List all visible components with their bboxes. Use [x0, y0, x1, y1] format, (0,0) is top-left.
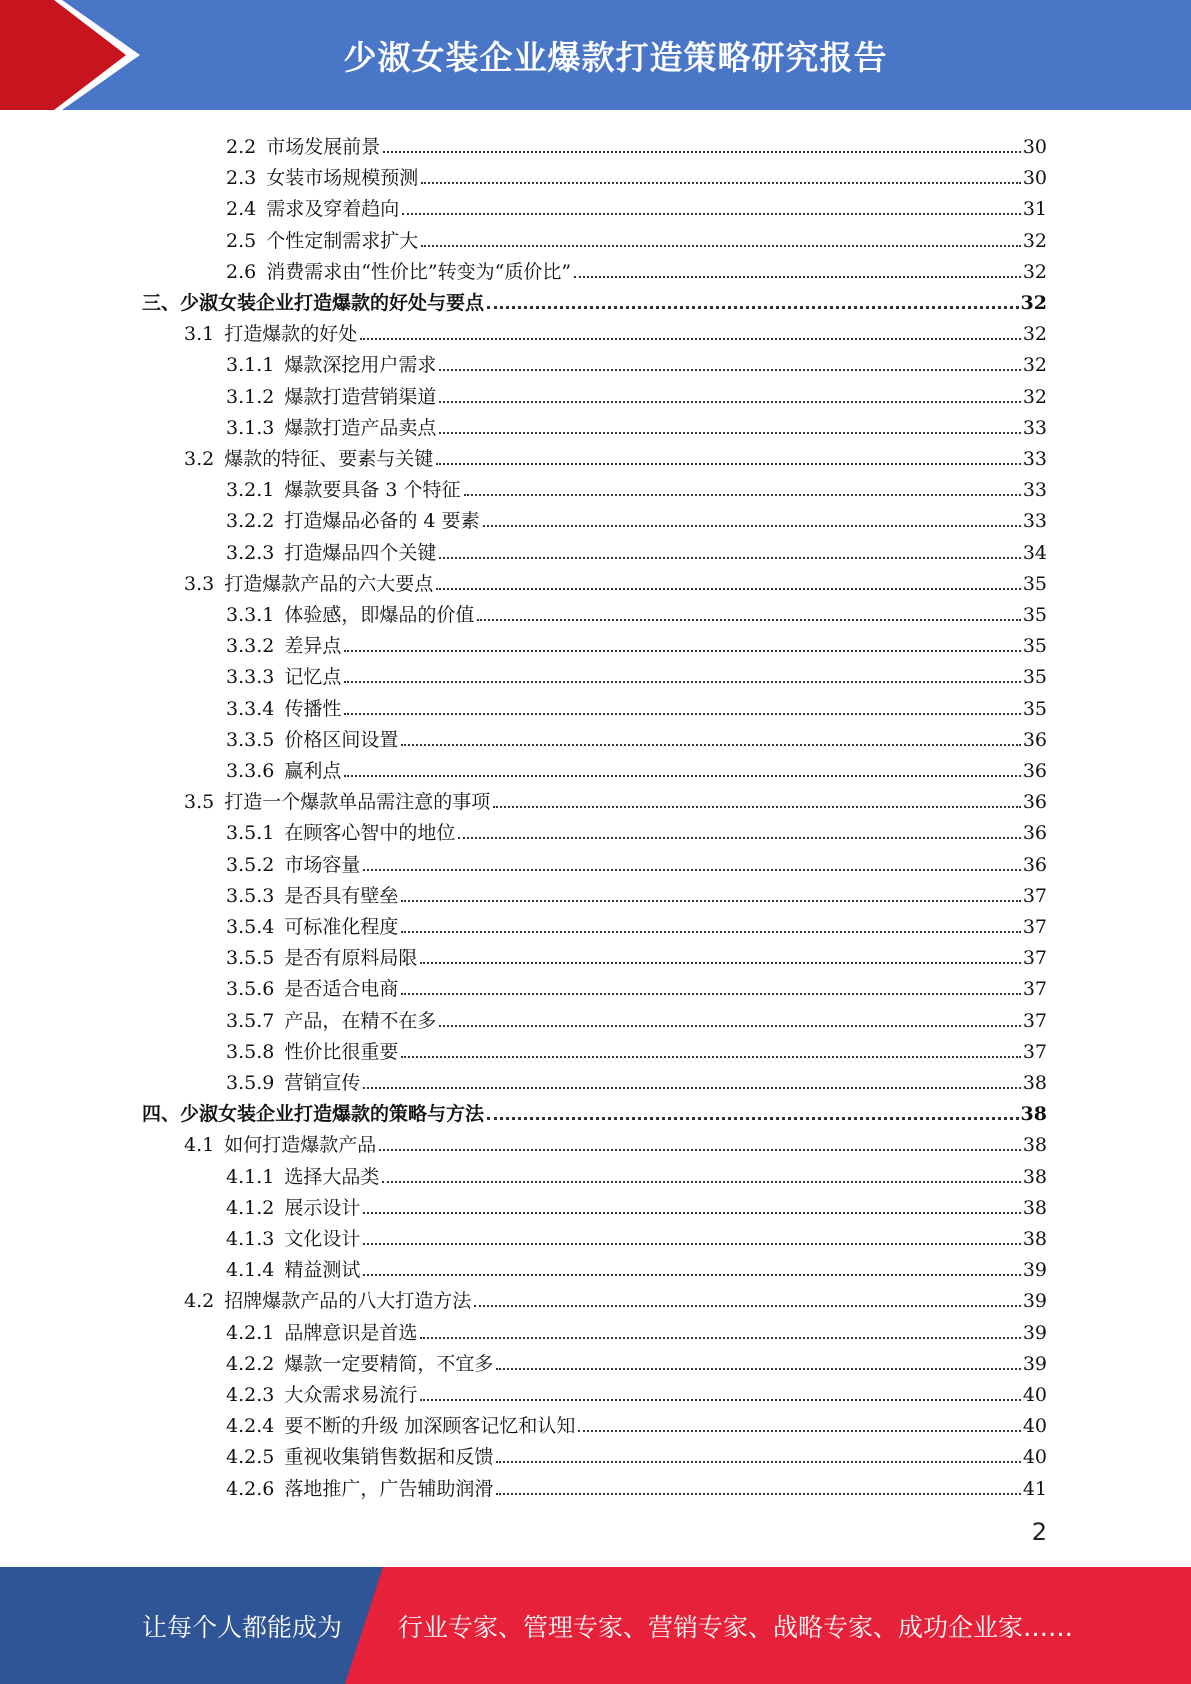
toc-dot-leader — [421, 245, 1021, 247]
toc-entry-title: 展示设计 — [284, 1196, 361, 1219]
toc-entry[interactable] — [226, 502, 1047, 533]
toc-entry-title: 赢利点 — [284, 760, 342, 782]
toc-entry[interactable] — [184, 1282, 1047, 1313]
toc-entry-page: 36 — [1022, 822, 1047, 845]
toc-entry-number: 4.1.3 — [226, 1228, 275, 1250]
toc-entry-page: 40 — [1022, 1446, 1047, 1469]
toc-dot-leader — [344, 681, 1020, 683]
toc-entry-page: 35 — [1022, 666, 1047, 689]
toc-entry[interactable] — [226, 1345, 1047, 1376]
toc-entry-page: 31 — [1022, 198, 1047, 221]
toc-dot-leader — [383, 151, 1021, 153]
toc-entry-title: 爆款深挖用户需求 — [284, 354, 437, 377]
toc-entry[interactable] — [184, 440, 1047, 471]
toc-entry-number: 4.1.2 — [226, 1196, 275, 1219]
toc-entry-title: 爆款一定要精简，不宜多 — [284, 1352, 494, 1375]
toc-dot-leader — [420, 1399, 1020, 1401]
footer-slogan-right: 行业专家、管理专家、营销专家、战略专家、成功企业家…… — [398, 1612, 1074, 1642]
toc-entry-title: 女装市场规模预测 — [266, 167, 419, 190]
toc-entry-number: 2.5 — [226, 229, 257, 252]
toc-entry-number: 3.1.1 — [226, 354, 275, 377]
toc-entry-title: 打造爆款的好处 — [224, 323, 358, 346]
toc-entry-number: 4.2.4 — [226, 1415, 275, 1438]
toc-entry-number: 3.1.3 — [226, 416, 275, 439]
toc-entry-title: 爆款要具备 3 个特征 — [284, 479, 461, 502]
toc-entry-number: 3.5.3 — [226, 884, 275, 907]
toc-entry-number: 3.3.2 — [226, 635, 275, 658]
toc-entry-title: 如何打造爆款产品 — [224, 1134, 377, 1157]
toc-dot-leader — [493, 806, 1021, 808]
toc-entry-title: 打造爆款产品的六大要点 — [224, 572, 434, 595]
toc-entry[interactable] — [226, 596, 1047, 627]
toc-dot-leader — [379, 1149, 1021, 1151]
toc-entry[interactable] — [226, 1251, 1047, 1282]
toc-dot-leader — [363, 1243, 1020, 1245]
toc-entry-title: 打造爆品必备的 4 要素 — [284, 510, 480, 533]
page-number: 2 — [1031, 1518, 1047, 1546]
toc-entry-page: 41 — [1022, 1477, 1047, 1500]
toc-entry-title: 招牌爆款产品的八大打造方法 — [224, 1290, 472, 1313]
toc-entry[interactable] — [184, 565, 1047, 596]
toc-entry-page: 38 — [1022, 1196, 1047, 1219]
toc-dot-leader — [436, 588, 1021, 590]
toc-entry-number: 2.4 — [226, 198, 257, 221]
toc-dot-leader — [344, 775, 1020, 777]
toc-entry-number: 3.5.7 — [226, 1009, 275, 1032]
toc-dot-leader — [496, 1461, 1020, 1463]
toc-entry-title: 要不断的升级 加深顾客记忆和认知 — [284, 1415, 576, 1438]
toc-entry-title: 爆款打造营销渠道 — [284, 385, 437, 408]
toc-entry-number: 3.5 — [184, 791, 215, 814]
toc-entry[interactable] — [226, 752, 1047, 783]
toc-dot-leader — [574, 276, 1021, 278]
toc-entry-number: 3.3.3 — [226, 666, 275, 689]
toc-entry-page: 39 — [1022, 1352, 1047, 1375]
toc-dot-leader — [439, 1025, 1020, 1027]
toc-entry-number: 3.2.2 — [226, 510, 275, 533]
toc-entry[interactable] — [226, 908, 1047, 939]
toc-entry[interactable] — [226, 1407, 1047, 1438]
toc-entry[interactable] — [226, 1189, 1047, 1220]
toc-entry[interactable] — [226, 721, 1047, 752]
toc-dot-leader — [477, 619, 1020, 621]
toc-entry-page: 33 — [1022, 448, 1047, 470]
toc-entry-title: 选择大品类 — [284, 1165, 380, 1188]
toc-entry-page: 40 — [1022, 1384, 1047, 1406]
toc-entry-page: 36 — [1022, 791, 1047, 814]
toc-entry-number: 4.2 — [184, 1290, 215, 1313]
toc-entry-title: 爆款的特征、要素与关键 — [224, 448, 434, 470]
toc-dot-leader — [344, 713, 1020, 715]
toc-entry-title: 体验感，即爆品的价值 — [284, 604, 475, 626]
toc-entry[interactable] — [226, 346, 1047, 377]
toc-entry-page: 36 — [1022, 728, 1047, 751]
toc-entry-number: 3.5.4 — [226, 916, 275, 938]
toc-dot-leader — [436, 463, 1021, 465]
toc-entry-number: 3.2.1 — [226, 479, 275, 502]
footer-slogan-left: 让每个人都能成为 — [142, 1612, 343, 1642]
toc-entry-page: 37 — [1022, 1009, 1047, 1032]
toc-entry-page: 38 — [1022, 1134, 1047, 1157]
toc-entry-title: 需求及穿着趋向 — [266, 198, 400, 221]
toc-entry[interactable] — [226, 690, 1047, 721]
toc-entry-page: 37 — [1022, 884, 1047, 907]
toc-entry-number: 4.2.1 — [226, 1321, 275, 1344]
toc-dot-leader — [464, 494, 1021, 496]
toc-dot-leader — [439, 369, 1020, 371]
toc-entry-title: 品牌意识是首选 — [284, 1321, 418, 1344]
toc-dot-leader — [487, 1117, 1019, 1120]
toc-entry[interactable] — [142, 1095, 1047, 1126]
toc-dot-leader — [487, 306, 1019, 309]
toc-entry-title: 市场容量 — [284, 853, 361, 876]
toc-entry-title: 大众需求易流行 — [284, 1384, 418, 1406]
toc-entry[interactable] — [226, 190, 1047, 221]
toc-entry-page: 32 — [1022, 385, 1047, 408]
toc-entry[interactable] — [226, 846, 1047, 877]
toc-entry-number: 3.5.1 — [226, 822, 275, 845]
toc-entry-title: 差异点 — [284, 635, 342, 658]
toc-entry[interactable] — [226, 1064, 1047, 1095]
toc-dot-leader — [382, 1181, 1020, 1183]
toc-entry-number: 4.2.3 — [226, 1384, 275, 1406]
toc-entry[interactable] — [184, 783, 1047, 814]
toc-entry-number: 3.5.9 — [226, 1072, 275, 1094]
toc-entry[interactable] — [226, 970, 1047, 1001]
toc-entry-title: 落地推广，广告辅助润滑 — [284, 1477, 494, 1500]
toc-entry-page: 35 — [1022, 572, 1047, 595]
toc-entry-number: 3.3 — [184, 572, 215, 595]
toc-entry-number: 3.5.5 — [226, 947, 275, 970]
toc-entry[interactable] — [226, 939, 1047, 970]
toc-entry-title: 重视收集销售数据和反馈 — [284, 1446, 494, 1469]
toc-entry-title: 可标准化程度 — [284, 916, 399, 938]
toc-entry[interactable] — [226, 814, 1047, 845]
toc-entry-number: 3.5.6 — [226, 978, 275, 1001]
toc-entry[interactable] — [226, 1158, 1047, 1189]
toc-dot-leader — [401, 744, 1020, 746]
toc-entry-title: 营销宣传 — [284, 1072, 361, 1094]
toc-entry-page: 37 — [1022, 978, 1047, 1001]
toc-entry-page: 30 — [1022, 136, 1047, 158]
toc-dot-leader — [421, 182, 1021, 184]
toc-dot-leader — [439, 557, 1020, 559]
toc-entry[interactable] — [226, 1376, 1047, 1407]
toc-entry-page: 35 — [1022, 697, 1047, 720]
toc-entry-title: 是否具有壁垒 — [284, 884, 399, 907]
toc-entry[interactable] — [226, 1033, 1047, 1064]
toc-entry[interactable] — [184, 315, 1047, 346]
toc-entry-number: 2.6 — [226, 260, 257, 283]
toc-entry-title: 是否适合电商 — [284, 978, 399, 1001]
toc-dot-leader — [474, 1305, 1021, 1307]
toc-entry-number: 4.1 — [184, 1134, 215, 1157]
toc-entry[interactable] — [226, 1438, 1047, 1469]
toc-entry-page: 32 — [1022, 323, 1047, 346]
toc-dot-leader — [578, 1430, 1020, 1432]
toc-entry[interactable] — [226, 378, 1047, 409]
toc-entry-page: 39 — [1022, 1321, 1047, 1344]
toc-entry-page: 32 — [1020, 292, 1047, 314]
toc-entry[interactable] — [226, 658, 1047, 689]
chevron-arrow-icon — [0, 0, 160, 110]
toc-dot-leader — [401, 931, 1020, 933]
toc-entry-page: 37 — [1022, 916, 1047, 938]
toc-entry-title: 市场发展前景 — [266, 136, 381, 158]
toc-entry-number: 4.2.5 — [226, 1446, 275, 1469]
toc-entry-title: 打造爆品四个关键 — [284, 541, 437, 564]
toc-entry[interactable] — [142, 284, 1047, 315]
toc-entry-title: 个性定制需求扩大 — [266, 229, 419, 252]
toc-dot-leader — [401, 993, 1020, 995]
toc-entry[interactable] — [226, 627, 1047, 658]
toc-entry[interactable] — [226, 471, 1047, 502]
toc-dot-leader — [420, 1337, 1020, 1339]
toc-entry[interactable] — [226, 1470, 1047, 1501]
toc-entry-title: 四、少淑女装企业打造爆款的策略与方法 — [142, 1103, 485, 1126]
toc-entry-page: 35 — [1022, 604, 1047, 626]
toc-entry-page: 38 — [1022, 1165, 1047, 1188]
toc-entry[interactable] — [226, 128, 1047, 159]
toc-entry-title: 在顾客心智中的地位 — [284, 822, 456, 845]
toc-dot-leader — [401, 1056, 1020, 1058]
toc-entry-title: 消费需求由“性价比”转变为“质价比” — [266, 260, 572, 283]
toc-entry-title: 价格区间设置 — [284, 728, 399, 751]
toc-dot-leader — [496, 1493, 1020, 1495]
toc-dot-leader — [401, 900, 1020, 902]
toc-entry-page: 38 — [1022, 1228, 1047, 1250]
toc-entry-title: 产品，在精不在多 — [284, 1009, 437, 1032]
toc-entry-number: 3.3.5 — [226, 728, 275, 751]
toc-entry-number: 3.2.3 — [226, 541, 275, 564]
toc-entry-page: 39 — [1022, 1290, 1047, 1313]
toc-entry[interactable] — [226, 534, 1047, 565]
toc-entry-number: 3.1 — [184, 323, 215, 346]
toc-entry-number: 3.2 — [184, 448, 215, 470]
toc-entry-number: 4.2.6 — [226, 1477, 275, 1500]
toc-entry-number: 3.3.6 — [226, 760, 275, 782]
toc-entry-title: 传播性 — [284, 697, 342, 720]
toc-entry-page: 33 — [1022, 416, 1047, 439]
toc-entry-page: 36 — [1022, 853, 1047, 876]
toc-entry[interactable] — [184, 1126, 1047, 1157]
toc-entry-title: 性价比很重要 — [284, 1040, 399, 1063]
toc-entry-title: 记忆点 — [284, 666, 342, 689]
toc-entry-page: 33 — [1022, 479, 1047, 502]
toc-entry-page: 36 — [1022, 760, 1047, 782]
toc-dot-leader — [363, 1087, 1020, 1089]
toc-entry-number: 4.1.1 — [226, 1165, 275, 1188]
toc-entry-number: 3.3.4 — [226, 697, 275, 720]
toc-entry-page: 30 — [1022, 167, 1047, 190]
toc-entry-title: 三、少淑女装企业打造爆款的好处与要点 — [142, 292, 485, 314]
toc-entry[interactable] — [226, 159, 1047, 190]
toc-entry[interactable] — [226, 1002, 1047, 1033]
toc-entry-page: 37 — [1022, 1040, 1047, 1063]
toc-entry-page: 38 — [1022, 1072, 1047, 1094]
toc-dot-leader — [439, 432, 1020, 434]
toc-dot-leader — [496, 1368, 1020, 1370]
toc-dot-leader — [402, 213, 1021, 215]
page-header — [0, 0, 1191, 110]
toc-entry-number: 2.2 — [226, 136, 257, 158]
toc-entry-title: 打造一个爆款单品需注意的事项 — [224, 791, 491, 814]
toc-entry-title: 精益测试 — [284, 1259, 361, 1282]
toc-entry-number: 3.3.1 — [226, 604, 275, 626]
toc-entry-page: 40 — [1022, 1415, 1047, 1438]
page-footer — [0, 1567, 1191, 1684]
toc-dot-leader — [363, 869, 1020, 871]
toc-entry[interactable] — [226, 253, 1047, 284]
toc-dot-leader — [420, 962, 1020, 964]
toc-entry[interactable] — [226, 409, 1047, 440]
toc-entry-page: 32 — [1022, 354, 1047, 377]
toc-dot-leader — [458, 837, 1020, 839]
toc-entry-number: 4.2.2 — [226, 1352, 275, 1375]
toc-dot-leader — [363, 1212, 1020, 1214]
toc-entry-page: 32 — [1022, 229, 1047, 252]
toc-entry-page: 34 — [1022, 541, 1047, 564]
toc-entry-page: 39 — [1022, 1259, 1047, 1282]
toc-entry-title: 是否有原料局限 — [284, 947, 418, 970]
toc-entry-title: 文化设计 — [284, 1228, 361, 1250]
toc-entry-title: 爆款打造产品卖点 — [284, 416, 437, 439]
toc-entry[interactable] — [226, 222, 1047, 253]
toc-dot-leader — [439, 401, 1020, 403]
toc-entry[interactable] — [226, 877, 1047, 908]
toc-entry-number: 3.5.2 — [226, 853, 275, 876]
toc-entry-page: 33 — [1022, 510, 1047, 533]
toc-entry-number: 4.1.4 — [226, 1259, 275, 1282]
toc-entry-page: 32 — [1022, 260, 1047, 283]
report-title: 少淑女装企业爆款打造策略研究报告 — [343, 37, 888, 77]
toc-dot-leader — [360, 338, 1021, 340]
toc-dot-leader — [483, 525, 1021, 527]
toc-dot-leader — [344, 650, 1020, 652]
toc-entry-number: 3.5.8 — [226, 1040, 275, 1063]
toc-entry-number: 2.3 — [226, 167, 257, 190]
toc-entry[interactable] — [226, 1220, 1047, 1251]
toc-dot-leader — [363, 1274, 1020, 1276]
toc-entry[interactable] — [226, 1314, 1047, 1345]
toc-entry-page: 37 — [1022, 947, 1047, 970]
toc-entry-number: 3.1.2 — [226, 385, 275, 408]
toc-entry-page: 38 — [1020, 1103, 1047, 1126]
toc-entry-page: 35 — [1022, 635, 1047, 658]
